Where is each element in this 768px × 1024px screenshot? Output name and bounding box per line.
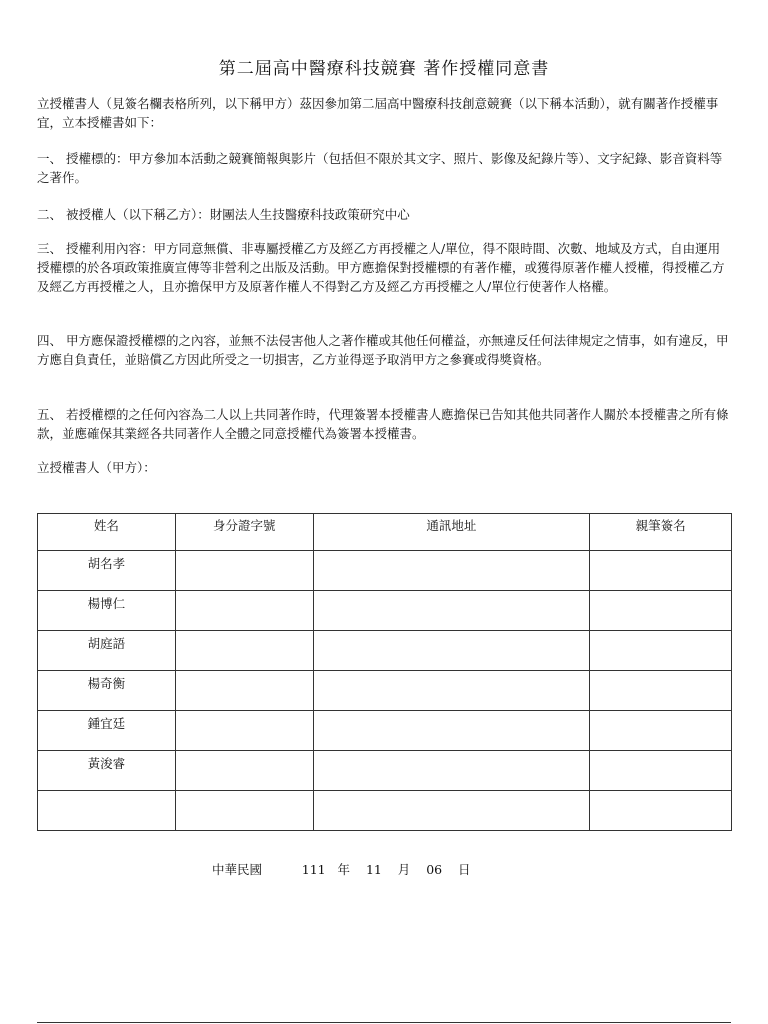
header-name: 姓名	[38, 514, 176, 551]
date-era-label: 中華民國	[212, 862, 263, 877]
address-cell[interactable]	[313, 591, 590, 631]
id-number-cell[interactable]	[175, 671, 313, 711]
address-cell[interactable]	[313, 551, 590, 591]
table-row	[38, 551, 732, 591]
id-number-cell[interactable]	[175, 751, 313, 791]
clause-5-text: 五、 若授權標的之任何內容為二人以上共同著作時，代理簽署本授權書人應擔保已告知其他共同著作人關於本授權書之所有條款，並應確保其業經各共同著作人全體之同意授權代為簽署本授權書。	[37, 407, 729, 441]
signer-name[interactable]	[38, 791, 176, 831]
intro-text: 立授權書人（見簽名欄表格所列，以下稱甲方）茲因參加第二屆高中醫療科技創意競賽（以下稱本活動），就有關著作授權事宜，立本授權書如下：	[37, 96, 719, 130]
clause-4-text: 四、 甲方應保證授權標的之內容，並無不法侵害他人之著作權或其他任何權益，亦無違反任何法律規定之情事，如有違反，甲方應自負責任，並賠償乙方因此所受之一切損害，乙方並得逕予取消甲方之參賽或得獎資格。	[37, 333, 729, 367]
date-year: 111	[301, 862, 326, 877]
id-number-cell[interactable]	[175, 711, 313, 751]
signer-name: 楊奇衡	[38, 671, 176, 711]
date-month: 11	[365, 862, 382, 877]
address-cell[interactable]	[313, 671, 590, 711]
signer-name: 鍾宜廷	[38, 711, 176, 751]
clause-2-text: 二、 被授權人（以下稱乙方）：財團法人生技醫療科技政策研究中心	[37, 207, 410, 222]
clause-2	[37, 205, 732, 224]
signer-name: 胡名孝	[38, 551, 176, 591]
table-row	[38, 791, 732, 831]
signature-cell[interactable]	[590, 751, 732, 791]
intro-paragraph	[37, 94, 732, 132]
signature-cell[interactable]	[590, 671, 732, 711]
date-day: 06	[426, 862, 443, 877]
table-row	[38, 591, 732, 631]
clause-1	[37, 149, 732, 187]
header-address: 通訊地址	[313, 514, 590, 551]
clause-1-text: 一、 授權標的：甲方參加本活動之競賽簡報與影片（包括但不限於其文字、照片、影像及紀錄片等）、文字紀錄、影音資料等之著作。	[37, 151, 723, 185]
header-id-number: 身分證字號	[175, 514, 313, 551]
signer-label: 立授權書人（甲方）：	[37, 460, 156, 475]
signer-name: 胡庭語	[38, 631, 176, 671]
address-cell[interactable]	[313, 631, 590, 671]
signer-name: 黃浚睿	[38, 751, 176, 791]
table-header-row	[38, 514, 732, 551]
address-cell[interactable]	[313, 711, 590, 751]
signature-cell[interactable]	[590, 711, 732, 751]
id-number-cell[interactable]	[175, 791, 313, 831]
signature-table	[37, 513, 732, 831]
id-number-cell[interactable]	[175, 551, 313, 591]
clause-3	[37, 239, 732, 296]
date-day-unit: 日	[458, 862, 471, 877]
table-row	[38, 671, 732, 711]
signer-name: 楊博仁	[38, 591, 176, 631]
clause-4	[37, 331, 732, 369]
table-row	[38, 711, 732, 751]
header-signature: 親筆簽名	[590, 514, 732, 551]
clause-3-text: 三、 授權利用內容：甲方同意無償、非專屬授權乙方及經乙方再授權之人/單位，得不限時間、次數、地域及方式，自由運用授權標的於各項政策推廣宣傳等非營利之出版及活動。甲方應擔保對授權標的有著作權，或獲得原著作權人授權，得授權乙方及經乙方再授權之人，且亦擔保甲方及原著作權人不得對乙方及經乙方再授權之人/單位行使著作人格權。	[37, 241, 725, 294]
clause-5	[37, 405, 732, 443]
address-cell[interactable]	[313, 751, 590, 791]
date-month-unit: 月	[397, 862, 411, 877]
id-number-cell[interactable]	[175, 631, 313, 671]
signature-cell[interactable]	[590, 591, 732, 631]
document-title: 第二屆高中醫療科技競賽 著作授權同意書	[218, 59, 550, 79]
signature-cell[interactable]	[590, 631, 732, 671]
table-row	[38, 631, 732, 671]
table-row	[38, 751, 732, 791]
id-number-cell[interactable]	[175, 591, 313, 631]
bottom-divider	[37, 1022, 731, 1023]
signature-cell[interactable]	[590, 791, 732, 831]
date-year-unit: 年	[337, 862, 351, 877]
signature-cell[interactable]	[590, 551, 732, 591]
address-cell[interactable]	[313, 791, 590, 831]
signing-date	[212, 860, 471, 878]
